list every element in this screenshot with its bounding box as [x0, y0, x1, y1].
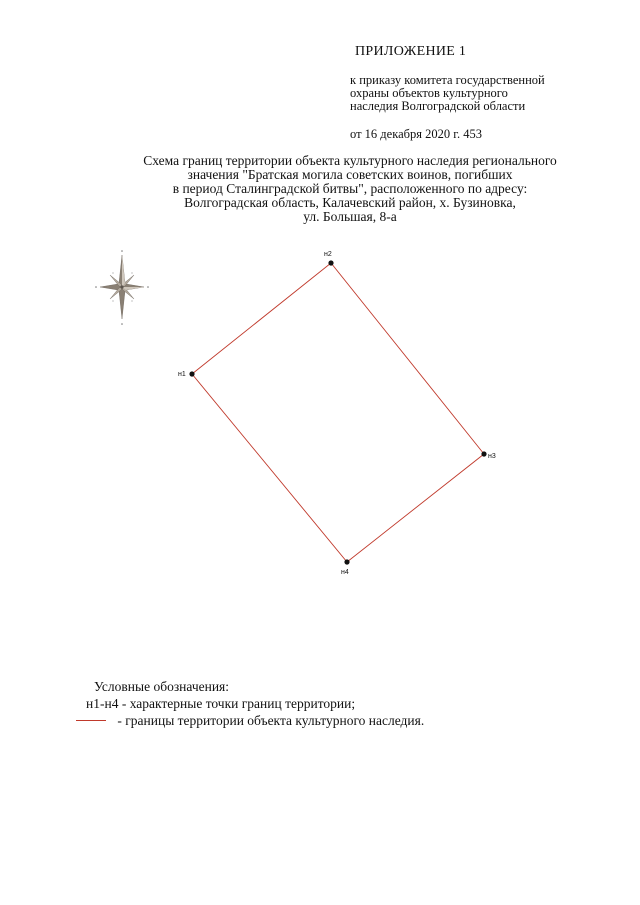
legend	[86, 678, 424, 729]
legend-points-code: н1-н4	[86, 696, 119, 711]
order-ref-line: охраны объектов культурного	[350, 86, 508, 100]
boundary-point-marker	[328, 260, 333, 265]
order-date: от 16 декабря 2020 г. 453	[350, 127, 482, 141]
compass-rose-icon	[95, 250, 149, 325]
boundary-point-marker	[344, 559, 349, 564]
legend-boundary-line-icon	[76, 720, 106, 721]
legend-row-points	[86, 695, 424, 712]
legend-points-desc: - характерные точки границ территории;	[118, 696, 356, 711]
scheme-title-line: значения "Братская могила советских воинов, погибших	[187, 167, 513, 182]
point-label-n4: н4	[341, 569, 349, 576]
order-ref-line: наследия Волгоградской области	[350, 99, 526, 113]
point-label-n3: н3	[488, 453, 496, 460]
point-label-n2: н2	[324, 251, 332, 258]
scheme-title-line: ул. Большая, 8-а	[303, 209, 397, 224]
scheme-title-line: Волгоградская область, Калачевский район, х. Бузиновка,	[184, 195, 516, 210]
boundary-point-marker	[481, 451, 486, 456]
scheme-title-line: Схема границ территории объекта культурного наследия регионального	[143, 153, 557, 168]
scheme-title-line: в период Сталинградской битвы", расположенного по адресу:	[172, 181, 528, 196]
boundary-point-marker	[189, 371, 194, 376]
legend-row-boundary	[86, 712, 424, 729]
legend-line-desc: - границы территории объекта культурного наследия.	[114, 713, 425, 728]
appendix-title: ПРИЛОЖЕНИЕ 1	[355, 44, 467, 59]
legend-title: Условные обозначения:	[94, 679, 230, 694]
territory-boundary	[192, 263, 484, 562]
point-label-n1: н1	[178, 371, 186, 378]
order-ref-line: к приказу комитета государственной	[350, 73, 545, 87]
